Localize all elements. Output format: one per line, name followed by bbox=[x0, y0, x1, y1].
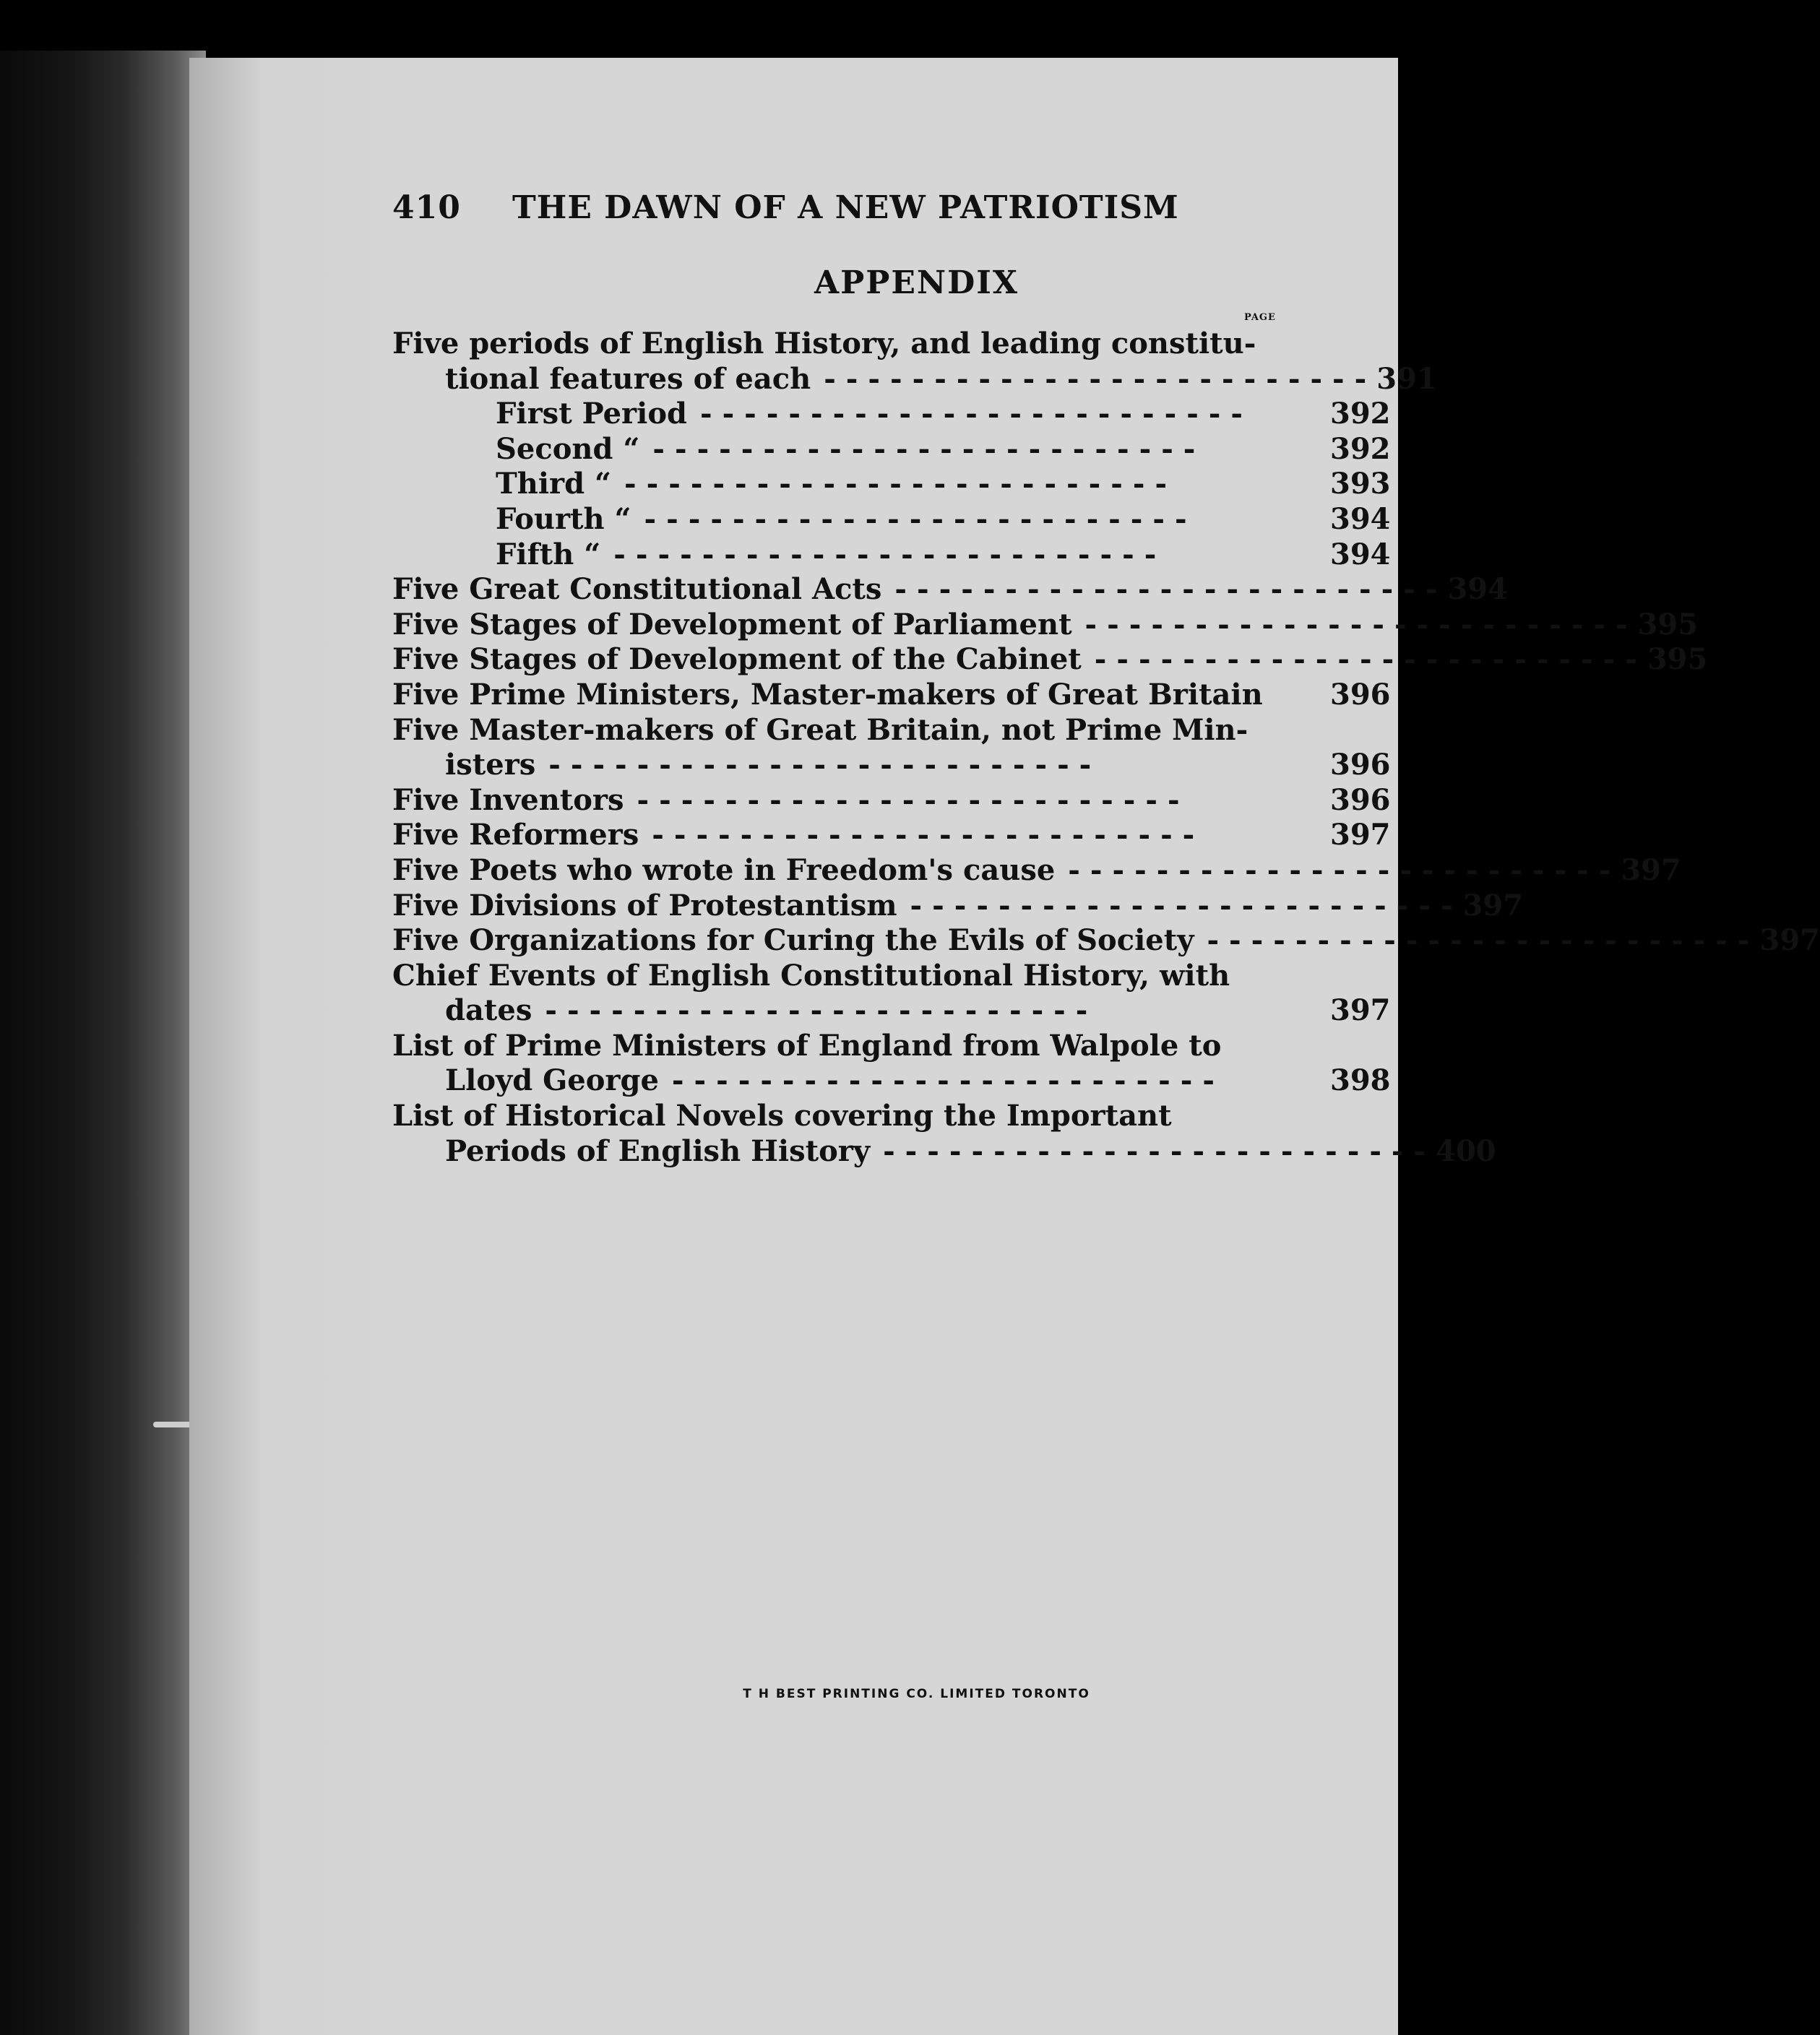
toc-entry-page: 396 bbox=[1330, 782, 1391, 817]
toc-entry-text: Second “ bbox=[496, 431, 640, 466]
toc-entry bbox=[392, 327, 1382, 362]
toc-entry-page bbox=[1330, 713, 1382, 748]
dot-leader: ------------------------- bbox=[652, 431, 1206, 466]
page-column-label: PAGE bbox=[1244, 312, 1276, 323]
toc-entry-page: 397 bbox=[1330, 993, 1391, 1028]
toc-entry bbox=[392, 397, 1391, 432]
toc-entry-page: 391 bbox=[1376, 361, 1437, 396]
toc-entry-text: List of Prime Ministers of England from Walpole to bbox=[392, 1028, 1222, 1063]
dot-leader: ------------------------- bbox=[910, 888, 1463, 923]
dot-leader: ------------------------- bbox=[548, 748, 1102, 782]
dot-leader: ------------------------- bbox=[1068, 852, 1621, 887]
toc-entry bbox=[392, 361, 1437, 397]
toc-entry-text: Fifth “ bbox=[496, 537, 601, 571]
toc-entry bbox=[392, 501, 1391, 537]
toc-entry-page bbox=[1330, 1099, 1382, 1134]
toc-entry-page bbox=[1330, 959, 1382, 994]
dot-leader: ------------------------- bbox=[883, 1133, 1436, 1168]
dot-leader bbox=[1248, 713, 1330, 748]
dot-leader: ------------------------- bbox=[644, 501, 1197, 536]
printer-imprint-text: T H BEST PRINTING CO. LIMITED TORONTO bbox=[743, 1687, 1090, 1701]
toc-entry bbox=[392, 818, 1391, 853]
toc-entry-text: isters bbox=[445, 748, 536, 782]
toc-entry-text: Lloyd George bbox=[445, 1063, 659, 1098]
toc-entry-page: 392 bbox=[1330, 397, 1391, 431]
toc-entry-text: Chief Events of English Constitutional History, with bbox=[392, 958, 1230, 993]
toc-entry bbox=[392, 607, 1699, 643]
toc-entry-text: dates bbox=[445, 993, 532, 1028]
toc-entry-page bbox=[1330, 327, 1382, 362]
toc-entry-text: Five Poets who wrote in Freedom's cause bbox=[392, 852, 1056, 887]
toc-entry-text: List of Historical Novels covering the Important bbox=[392, 1099, 1172, 1133]
toc-entry bbox=[392, 1029, 1382, 1064]
dot-leader: ------------------------- bbox=[671, 1063, 1225, 1098]
toc-entry bbox=[392, 642, 1708, 678]
toc-entry-page bbox=[1330, 1029, 1382, 1064]
toc-entry bbox=[392, 852, 1681, 889]
book-page bbox=[189, 58, 1820, 2035]
toc-entry bbox=[392, 1063, 1391, 1099]
toc-entry bbox=[392, 677, 1391, 713]
dot-leader: ------------------------- bbox=[1084, 607, 1638, 641]
toc-entry-text: Five Stages of Development of the Cabinet bbox=[392, 642, 1082, 677]
toc-entry-page: 397 bbox=[1462, 888, 1524, 923]
toc-entry bbox=[392, 923, 1820, 959]
toc-entry-text: Five Divisions of Protestantism bbox=[392, 888, 897, 923]
toc-entry-text: Periods of English History bbox=[445, 1133, 871, 1168]
toc-entry bbox=[392, 1133, 1496, 1170]
toc-entry-page: 394 bbox=[1447, 572, 1508, 607]
appendix-contents-list bbox=[392, 327, 1820, 1169]
toc-entry bbox=[392, 713, 1382, 748]
toc-entry-page: 397 bbox=[1759, 923, 1820, 958]
dot-leader: ------------------------- bbox=[637, 782, 1190, 817]
toc-entry bbox=[392, 888, 1524, 924]
toc-entry bbox=[392, 1099, 1382, 1134]
toc-entry-page: 397 bbox=[1621, 852, 1681, 887]
toc-entry-page: 396 bbox=[1330, 677, 1391, 712]
toc-entry-text: Five Great Constitutional Acts bbox=[392, 572, 882, 607]
toc-entry-page: 392 bbox=[1330, 431, 1391, 466]
toc-entry bbox=[392, 572, 1508, 608]
page-header bbox=[392, 189, 1375, 240]
toc-entry-page: 398 bbox=[1330, 1063, 1391, 1098]
section-title bbox=[189, 264, 1398, 301]
dot-leader: ------------------------- bbox=[894, 572, 1448, 607]
toc-entry-page: 397 bbox=[1330, 818, 1391, 852]
dot-leader: ------------------------- bbox=[699, 397, 1254, 431]
dot-leader bbox=[1221, 1029, 1330, 1064]
printer-imprint bbox=[189, 1687, 1398, 1701]
toc-entry-text: Five Reformers bbox=[392, 818, 639, 852]
dot-leader: ------------------------- bbox=[545, 993, 1098, 1028]
running-title: THE DAWN OF A NEW PATRIOTISM bbox=[512, 189, 1179, 226]
dot-leader bbox=[1263, 678, 1330, 713]
toc-entry-text: First Period bbox=[496, 397, 687, 431]
toc-entry-text: tional features of each bbox=[445, 361, 811, 396]
toc-entry-page: 400 bbox=[1436, 1133, 1496, 1168]
book-spine-shadow bbox=[0, 51, 206, 2035]
toc-entry-page: 396 bbox=[1330, 748, 1391, 782]
toc-entry bbox=[392, 431, 1391, 467]
toc-entry bbox=[392, 537, 1391, 573]
toc-entry bbox=[392, 959, 1382, 994]
toc-entry-text: Five Prime Ministers, Master-makers of Great Britain bbox=[392, 677, 1263, 712]
dot-leader: ------------------------- bbox=[624, 467, 1178, 501]
toc-entry-page: 395 bbox=[1647, 642, 1708, 677]
dot-leader bbox=[1172, 1099, 1330, 1134]
toc-entry-text: Five Stages of Development of Parliament bbox=[392, 607, 1072, 641]
toc-entry-page: 395 bbox=[1637, 607, 1699, 641]
toc-entry-page: 393 bbox=[1330, 467, 1391, 501]
dot-leader: ------------------------- bbox=[613, 537, 1167, 571]
dot-leader: ------------------------- bbox=[1207, 923, 1760, 958]
toc-entry bbox=[392, 782, 1391, 818]
page-number: 410 bbox=[392, 189, 461, 226]
dot-leader: ------------------------- bbox=[652, 818, 1205, 852]
toc-entry bbox=[392, 748, 1391, 783]
toc-entry-text: Five Inventors bbox=[392, 782, 624, 817]
toc-entry-text: Five Organizations for Curing the Evils of Society bbox=[392, 923, 1194, 958]
section-title-text: APPENDIX bbox=[814, 264, 1019, 301]
toc-entry-text: Five periods of English History, and leading constitu- bbox=[392, 327, 1256, 360]
dot-leader bbox=[1230, 959, 1330, 994]
toc-entry-page: 394 bbox=[1330, 537, 1391, 571]
dot-leader: ------------------------- bbox=[1094, 642, 1647, 677]
toc-entry bbox=[392, 467, 1391, 502]
dot-leader bbox=[1256, 327, 1330, 362]
toc-entry-text: Fourth “ bbox=[496, 501, 631, 536]
toc-entry-page: 394 bbox=[1330, 501, 1391, 536]
toc-entry bbox=[392, 993, 1391, 1029]
dot-leader: ------------------------- bbox=[824, 361, 1377, 396]
toc-entry-text: Five Master-makers of Great Britain, not Prime Min- bbox=[392, 712, 1248, 747]
toc-entry-text: Third “ bbox=[496, 467, 612, 501]
